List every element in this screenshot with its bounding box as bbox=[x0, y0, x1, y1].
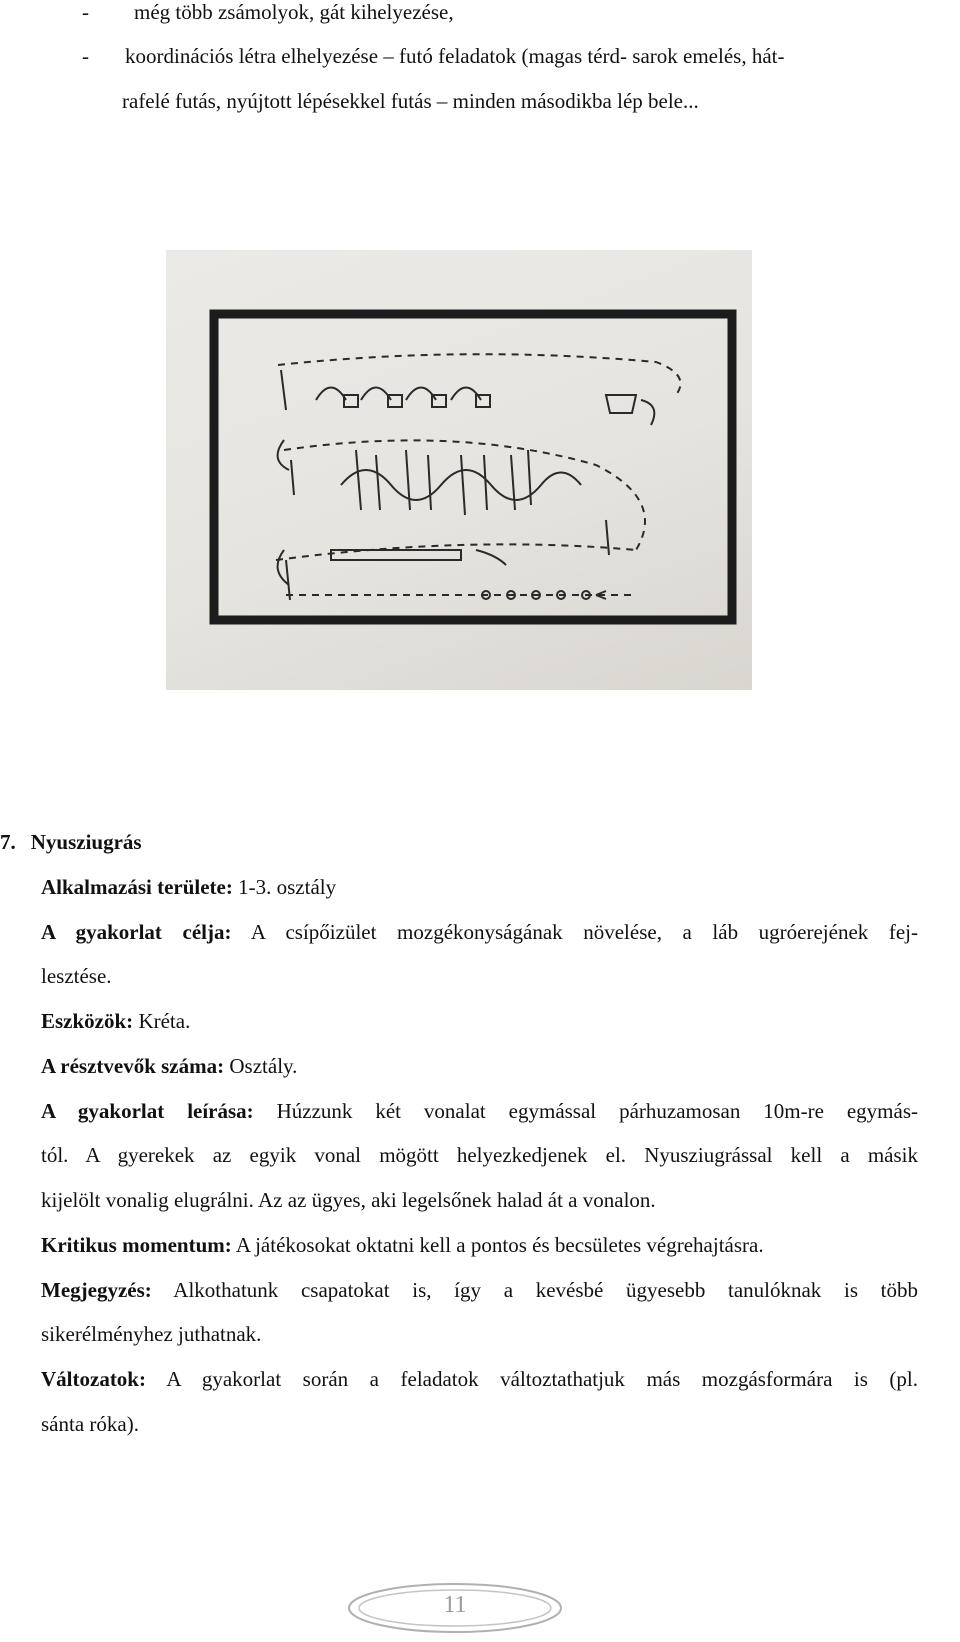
course-sketch-drawing bbox=[166, 250, 752, 690]
field-resztvevok-szama bbox=[41, 1054, 297, 1078]
field-megjegyzes bbox=[41, 1278, 918, 1302]
field-label: A résztvevők száma: bbox=[41, 1054, 225, 1078]
field-label: Változatok: bbox=[41, 1367, 146, 1391]
field-value: A gyakorlat során a feladatok változtathatjuk más mozgásformára is (pl. bbox=[145, 1367, 918, 1391]
page-number: 11 bbox=[443, 1592, 467, 1618]
field-valtozatok-cont: sánta róka). bbox=[41, 1412, 139, 1436]
field-label: A gyakorlat leírása: bbox=[41, 1099, 254, 1123]
section-title: Nyusziugrás bbox=[30, 830, 142, 854]
bullet-text: még több zsámolyok, gát kihelyezése, bbox=[134, 0, 454, 24]
field-value: A csípőizület mozgékonyságának növelése, a láb ugróerejének fej- bbox=[231, 920, 919, 944]
bullet-item-2 bbox=[82, 44, 784, 68]
field-value: Osztály. bbox=[224, 1054, 298, 1078]
field-gyakorlat-leirasa-cont: tól. A gyerekek az egyik vonal mögött helyezkedjenek el. Nyusziugrással kell a másik bbox=[41, 1143, 918, 1167]
field-gyakorlat-celja-cont: lesztése. bbox=[41, 964, 112, 988]
field-label: Alkalmazási területe: bbox=[41, 875, 233, 899]
field-label: A gyakorlat célja: bbox=[41, 920, 232, 944]
bullet-item-1 bbox=[82, 0, 454, 24]
field-label: Eszközök: bbox=[41, 1009, 134, 1033]
course-sketch-photo bbox=[166, 250, 752, 690]
field-value: Húzzunk két vonalat egymással párhuzamosan 10m-re egymás- bbox=[253, 1099, 918, 1123]
bullet-text: koordinációs létra elhelyezése – futó feladatok (magas térd- sarok emelés, hát- bbox=[125, 44, 785, 68]
field-value: Kréta. bbox=[133, 1009, 191, 1033]
field-gyakorlat-leirasa bbox=[41, 1099, 918, 1123]
page-footer bbox=[347, 1582, 563, 1634]
field-kritikus-momentum bbox=[41, 1233, 764, 1257]
field-valtozatok bbox=[41, 1367, 918, 1391]
bullet-dash: - bbox=[82, 0, 89, 24]
field-label: Kritikus momentum: bbox=[41, 1233, 232, 1257]
field-gyakorlat-celja bbox=[41, 920, 918, 944]
field-megjegyzes-cont: sikerélményhez juthatnak. bbox=[41, 1322, 262, 1346]
field-eszkozok bbox=[41, 1009, 190, 1033]
field-value: Alkothatunk csapatokat is, így a kevésbé ügyesebb tanulóknak is több bbox=[151, 1278, 918, 1302]
field-value: 1-3. osztály bbox=[232, 875, 337, 899]
field-alkalmazasi-terulete bbox=[41, 875, 336, 899]
bullet-dash: - bbox=[82, 44, 89, 68]
section-heading bbox=[0, 830, 142, 854]
section-number: 7. bbox=[0, 830, 16, 854]
field-gyakorlat-leirasa-cont: kijelölt vonalig elugrálni. Az az ügyes, aki legelsőnek halad át a vonalon. bbox=[41, 1188, 656, 1212]
field-value: A játékosokat oktatni kell a pontos és becsületes végrehajtásra. bbox=[231, 1233, 764, 1257]
bullet-item-2-continued: rafelé futás, nyújtott lépésekkel futás – minden másodikba lép bele... bbox=[122, 89, 699, 113]
field-label: Megjegyzés: bbox=[41, 1278, 152, 1302]
